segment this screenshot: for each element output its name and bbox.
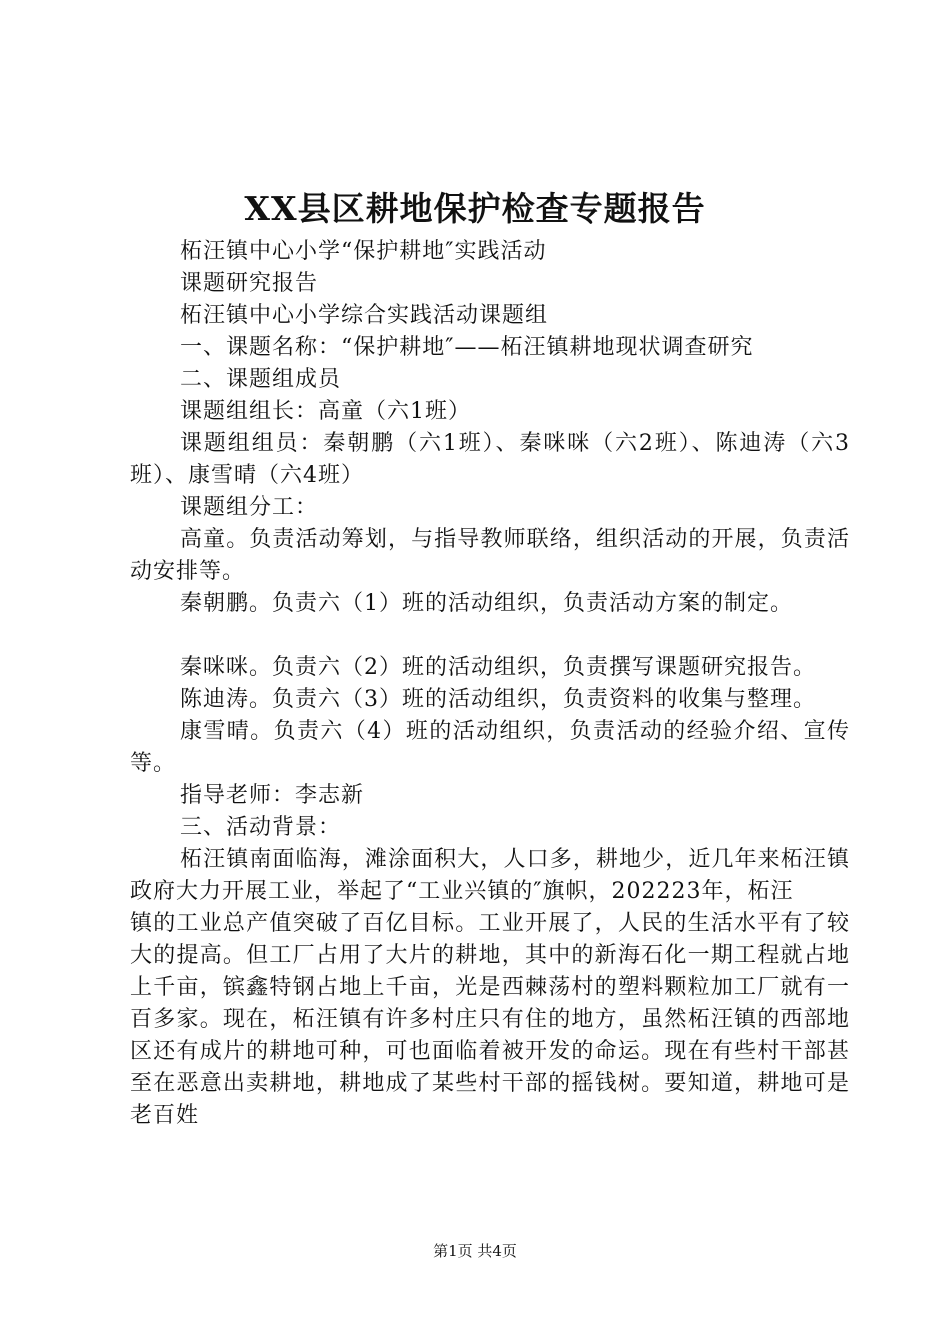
paragraph-duty-gaotong: 高童。负责活动筹划，与指导教师联络，组织活动的开展，负责活动安排等。	[130, 527, 850, 584]
paragraph-background-heading: 三、活动背景：	[180, 815, 342, 840]
blank-line	[130, 620, 850, 652]
paragraph-background-2: 镇的工业总产值突破了百亿目标。工业开展了，人民的生活水平有了较大的提高。但工厂占用了大片的耕地，其中的新海石化一期工程就占地上千亩，镔鑫特钢占地上千亩，光是西棘荡村的塑料颗粒加工厂就有一百多家。现在，柘汪镇有许多村庄只有住的地方，虽然柘汪镇的西部地区还有成片的耕地可种，可也面临着被开发的命运。现在有些村干部甚至在恶意出卖耕地，耕地成了某些村干部的摇钱树。要知道，耕地可是老百姓	[130, 911, 850, 1128]
paragraph-group-members: 课题组组员：秦朝鹏（六1班）、秦咪咪（六2班）、陈迪涛（六3班）、康雪晴（六4班）	[130, 431, 850, 488]
paragraph-background-1: 柘汪镇南面临海，滩涂面积大，人口多，耕地少，近几年来柘汪镇政府大力开展工业，举起了“工业兴镇的″旗帜，202223年，柘汪	[130, 847, 850, 904]
document-title: XX县区耕地保护检查专题报告	[244, 189, 706, 228]
paragraph-duty-chenditao: 陈迪涛。负责六（3）班的活动组织，负责资料的收集与整理。	[180, 687, 816, 712]
document-body	[130, 236, 850, 1132]
paragraph-division-heading: 课题组分工：	[180, 495, 319, 520]
page-footer: 第1页 共4页	[433, 1242, 517, 1260]
paragraph-members-heading: 二、课题组成员	[180, 367, 342, 392]
paragraph-advisor: 指导老师：李志新	[180, 783, 365, 808]
paragraph-report-subtitle: 课题研究报告	[180, 271, 319, 296]
paragraph-duty-qinchaopeng: 秦朝鹏。负责六（1）班的活动组织，负责活动方案的制定。	[180, 591, 793, 616]
paragraph-duty-qinmimi: 秦咪咪。负责六（2）班的活动组织，负责撰写课题研究报告。	[180, 655, 816, 680]
paragraph-school-activity: 柘汪镇中心小学“保护耕地″实践活动	[180, 239, 547, 264]
paragraph-topic-name: 一、课题名称：“保护耕地″——柘汪镇耕地现状调查研究	[180, 335, 754, 360]
paragraph-research-group: 柘汪镇中心小学综合实践活动课题组	[180, 303, 549, 328]
paragraph-duty-kangxueqing: 康雪晴。负责六（4）班的活动组织，负责活动的经验介绍、宣传等。	[130, 719, 850, 776]
paragraph-group-leader: 课题组组长：高童（六1班）	[180, 399, 471, 424]
